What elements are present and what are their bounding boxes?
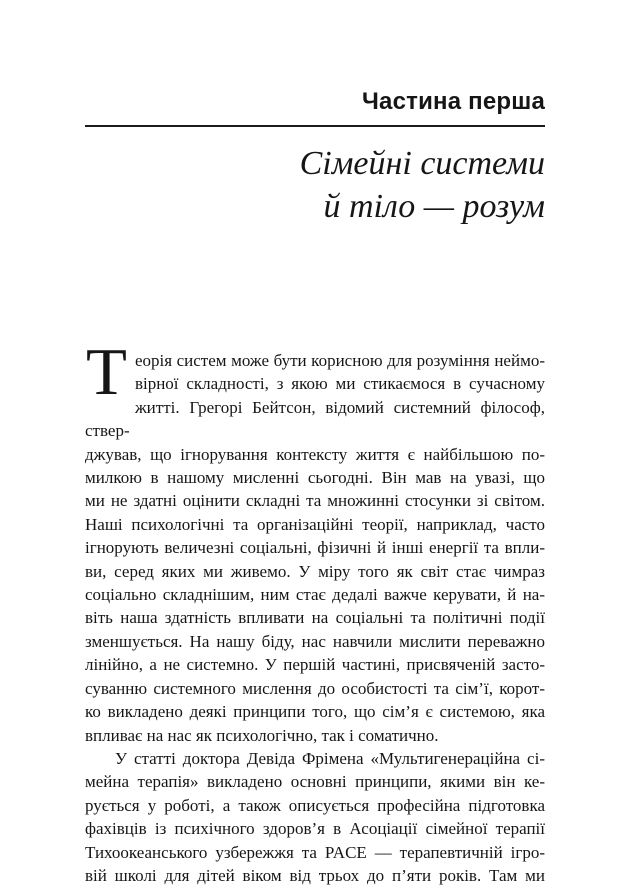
text-line: соціально складнішим, ним стає дедалі важче керувати, й на- bbox=[85, 585, 545, 605]
text-line: ви, серед яких ми живемо. У міру того як світ стає чимраз bbox=[85, 561, 545, 581]
text-line: джував, що ігнорування контексту життя є найбільшою по- bbox=[85, 444, 545, 464]
text-line: Тихоокеанського узбережжя та PACE — терапевтичній ігро- bbox=[85, 842, 545, 862]
header-rule bbox=[85, 125, 545, 127]
text-line: суванню системного мислення до особистості та сім’ї, корот- bbox=[85, 678, 545, 698]
text-line: вій школі для дітей віком від трьох до п’яти років. Там ми bbox=[85, 865, 545, 885]
text-line: зменшується. На нашу біду, нас навчили мислити переважно bbox=[85, 631, 545, 651]
text-line: житті. Грегорі Бейтсон, відомий системний філософ, ствер- bbox=[85, 397, 545, 441]
text-line: віть наша здатність впливати на соціальні та політичні події bbox=[85, 608, 545, 628]
text-line: мейна терапія» викладено основні принципи, якими він ке- bbox=[85, 772, 545, 792]
text-line: У статті доктора Девіда Фрімена «Мультигенераційна сі- bbox=[115, 748, 545, 768]
text-line: рується у роботі, а також описується професійна підготовка bbox=[85, 795, 545, 815]
chapter-title-line-1: Сімейні системи bbox=[299, 145, 545, 182]
text-line: лінійно, а не системно. У першій частині, присвяченій засто- bbox=[85, 655, 545, 675]
dropcap: Т bbox=[86, 335, 127, 409]
text-line: впливає на нас як психологічно, так і соматично. bbox=[85, 725, 439, 745]
text-line: ігнорують величезні соціальні, фізичні й інші енергії та впли- bbox=[85, 538, 545, 558]
text-line: еорія систем може бути корисною для розуміння неймо- bbox=[134, 351, 545, 370]
text-line: Наші психологічні та організаційні теорії, наприклад, часто bbox=[85, 514, 545, 534]
text-line: фахівців із психічного здоров’я в Асоціації сімейної терапії bbox=[85, 819, 545, 839]
body-text bbox=[85, 335, 545, 887]
paragraph-2 bbox=[85, 747, 545, 887]
text-line: милкою в нашому мисленні сьогодні. Він мав на увазі, що bbox=[85, 468, 545, 488]
chapter-title bbox=[85, 142, 545, 228]
text-line: ми не здатні оцінити складні та множинні стосунки зі світом. bbox=[85, 491, 545, 511]
text-line: вірної складності, з якою ми стикаємося в сучасному bbox=[134, 374, 545, 394]
text-block bbox=[85, 0, 545, 887]
chapter-title-line-2: й тіло — розум bbox=[323, 188, 545, 225]
text-line: ко викладено деякі принципи того, що сім’я є системою, яка bbox=[85, 702, 545, 722]
paragraph-1 bbox=[85, 335, 545, 747]
part-label: Частина перша bbox=[361, 88, 545, 115]
